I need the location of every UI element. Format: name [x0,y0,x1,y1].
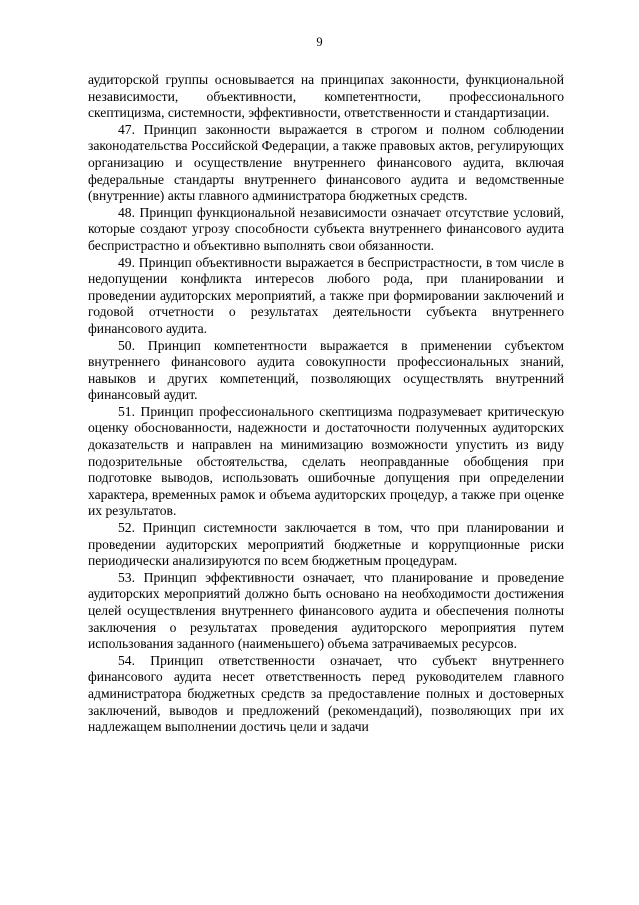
paragraph-50: 50. Принцип компетентности выражается в применении субъектом внутреннего финансового аудита совокупности профессиональных знаний, навыков и других компетенций, позволяющих осуществлять внутренний финансовый аудит. [88,337,564,403]
paragraph-52: 52. Принцип системности заключается в том, что при планировании и проведении аудиторских мероприятий бюджетные и коррупционные риски периодически анализируются по всем бюджетным процедурам. [88,520,564,569]
paragraph-48: 48. Принцип функциональной независимости означает отсутствие условий, которые создают угрозу способности субъекта внутреннего финансового аудита беспристрастно и объективно выполнять свои обязанности. [88,204,564,253]
paragraph-53: 53. Принцип эффективности означает, что планирование и проведение аудиторских мероприятий должно быть основано на необходимости достижения целей осуществления внутреннего финансового аудита и обеспечения полноты заключения о результатах проведения аудиторского мероприятия путем использования заданного (наименьшего) объема затрачиваемых ресурсов. [88,569,564,652]
document-body [88,72,564,736]
paragraph-51: 51. Принцип профессионального скептицизма подразумевает критическую оценку обоснованности, надежности и достаточности полученных аудиторских доказательств и направлен на минимизацию возможности упустить из виду подозрительные обстоятельства, сделать неоправданные обобщения при подготовке выводов, использовать ошибочные допущения при определении характера, временных рамок и объема аудиторских процедур, а также при оценке их результатов. [88,403,564,519]
paragraph-47: 47. Принцип законности выражается в строгом и полном соблюдении законодательства Российской Федерации, а также правовых актов, регулирующих организацию и осуществление внутреннего финансового аудита, включая федеральные стандарты внутреннего финансового аудита и ведомственные (внутренние) акты главного администратора бюджетных средств. [88,121,564,204]
paragraph-continuation: аудиторской группы основывается на принципах законности, функциональной независимости, объективности, компетентности, профессионального скептицизма, системности, эффективности, ответственности и стандартизации. [88,72,564,121]
page-number: 9 [316,35,323,49]
paragraph-49: 49. Принцип объективности выражается в беспристрастности, в том числе в недопущении конфликта интересов любого рода, при планировании и проведении аудиторских мероприятий, а также при формировании заключений и годовой отчетности о результатах деятельности субъекта внутреннего финансового аудита. [88,254,564,336]
paragraph-54: 54. Принцип ответственности означает, что субъект внутреннего финансового аудита несет ответственность перед руководителем главного администратора бюджетных средств за предоставление полных и достоверных заключений, выводов и предложений (рекомендаций), позволяющих при их надлежащем выполнении достичь цели и задачи [88,652,564,735]
